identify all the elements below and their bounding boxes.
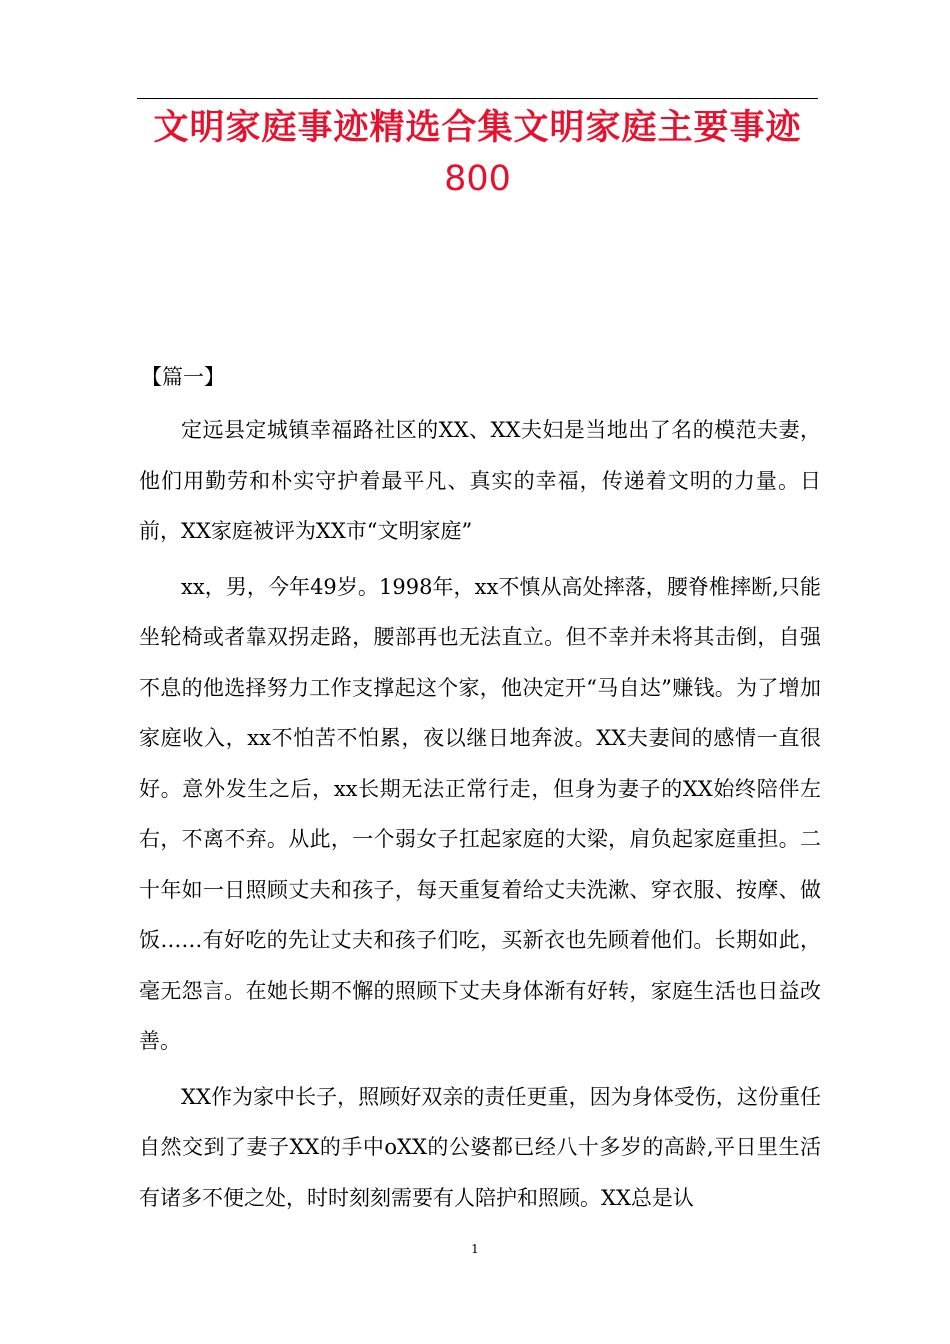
section-label: 【篇一】 (141, 365, 225, 389)
title-line-1: 文明家庭事迹精选合集文明家庭主要事迹 (153, 108, 802, 148)
header-rule (137, 98, 818, 99)
body-text (139, 405, 821, 1228)
paragraph-2: xx，男，今年49岁。1998年，xx不慎从高处摔落，腰脊椎摔断,只能坐轮椅或者靠双拐走路，腰部再也无法直立。但不幸并未将其击倒，自强不息的他选择努力工作支撑起这个家，他决定开“马自达”赚钱。为了增加家庭收入，xx不怕苦不怕累，夜以继日地奔波。XX夫妻间的感情一直很好。意外发生之后，xx长期无法正常行走，但身为妻子的XX始终陪伴左右，不离不弃。从此，一个弱女子扛起家庭的大梁，肩负起家庭重担。二十年如一日照顾丈夫和孩子，每天重复着给丈夫洗漱、穿衣服、按摩、做饭……有好吃的先让丈夫和孩子们吃，买新衣也先顾着他们。长期如此，毫无怨言。在她长期不懈的照顾下丈夫身体渐有好转，家庭生活也日益改善。 (139, 574, 821, 1053)
page-number: 1 (471, 1242, 479, 1256)
paragraph-1: 定远县定城镇幸福路社区的XX、XX夫妇是当地出了名的模范夫妻，他们用勤劳和朴实守护着最平凡、真实的幸福，传递着文明的力量。日前，XX家庭被评为XX市“文明家庭” (139, 418, 821, 543)
title-line-2: 800 (444, 159, 511, 199)
paragraph-3: XX作为家中长子，照顾好双亲的责任更重，因为身体受伤，这份重任自然交到了妻子XX的手中oXX的公婆都已经八十多岁的高龄,平日里生活有诸多不便之处，时时刻刻需要有人陪护和照顾。XX总是认 (139, 1084, 821, 1210)
document-title (137, 104, 818, 203)
